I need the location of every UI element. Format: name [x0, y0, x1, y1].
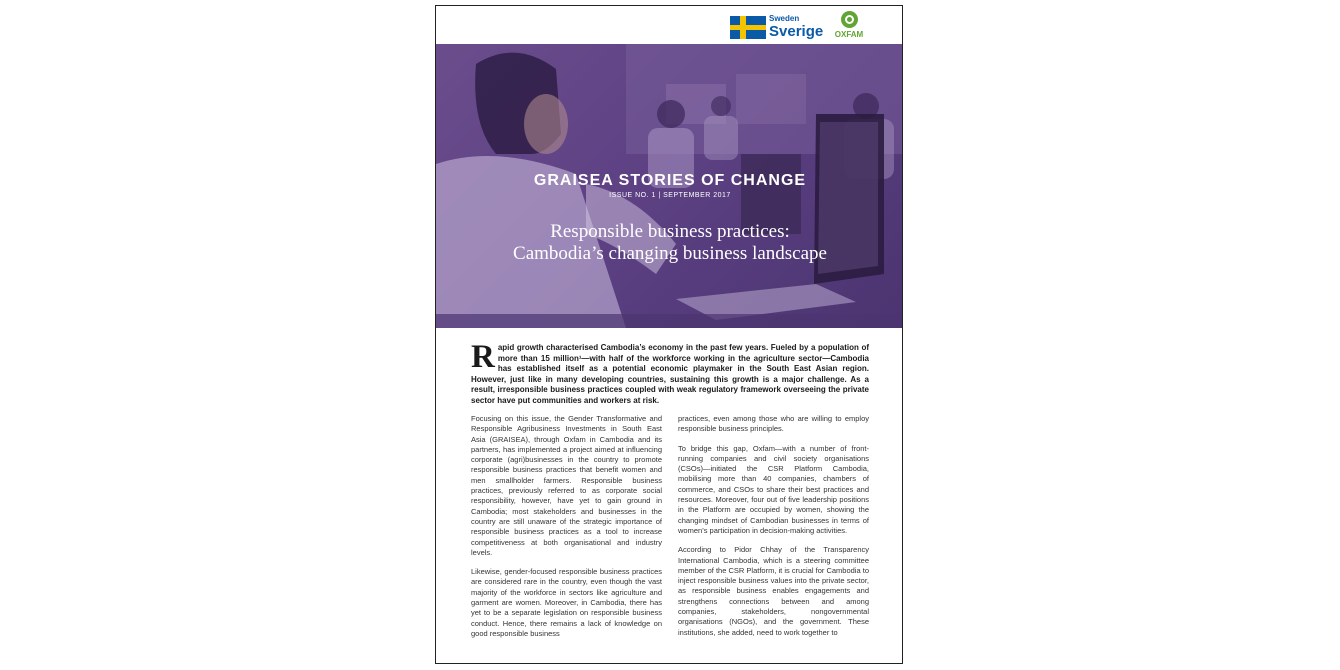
headline-line-1: Responsible business practices: [550, 221, 790, 242]
body-paragraph: According to Pidor Chhay of the Transparency International Cambodia, which is a steering committee member of the CSR Platform, it is crucial for Cambodia to inject responsible business values into the private sector, as responsible business enables engagements and strengthens connections between and among companies, stakeholders, nongovernmental organisations (NGOs), and the government. These institutions, she added, need to work together to [678, 545, 869, 637]
sweden-logo [730, 15, 823, 39]
oxfam-logo-text: OXFAM [834, 30, 864, 39]
hero-banner [436, 44, 903, 328]
sweden-logo-small-text: Sweden [769, 14, 800, 23]
headline-line-2: Cambodia’s changing business landscape [513, 243, 827, 264]
oxfam-emblem-icon [841, 11, 858, 28]
sweden-logo-big-text: Sverige [769, 23, 824, 40]
document-page [435, 5, 903, 664]
headline [436, 221, 903, 265]
body-paragraph: practices, even among those who are willing to employ responsible business principles. [678, 414, 869, 434]
issue-line: ISSUE NO. 1 | SEPTEMBER 2017 [609, 192, 731, 199]
oxfam-logo [834, 11, 864, 39]
lead-paragraph [471, 339, 869, 406]
lead-text: apid growth characterised Cambodia’s economy in the past few years. Fueled by a population of more than 15 million¹—with half of the workforce working in the agriculture sector—Cambodia has established itself as a potential economic playmaker in the South East Asian region. However, just like in many developing countries, sustaining this growth is a major challenge. As a result, irresponsible business practices coupled with weak regulatory framework overseeing the private sector have put communities and workers at risk. [471, 343, 869, 405]
body-column-1 [471, 414, 662, 648]
drop-cap: R [471, 339, 495, 375]
body-paragraph: To bridge this gap, Oxfam—with a number of front-running companies and civil society organisations (CSOs)—initiated the CSR Platform Cambodia, mobilising more than 40 companies, chambers of commerce, and CSOs to share their best practices and resources. Moreover, four out of five leadership positions in the Platform are occupied by women, showing the changing mindset of Cambodian businesses in terms of women’s participation in decision-making activities. [678, 443, 869, 535]
series-title: GRAISEA STORIES OF CHANGE [533, 172, 807, 189]
sweden-flag-icon [730, 16, 766, 39]
body-paragraph: Likewise, gender-focused responsible business practices are considered rare in the country, even though the vast majority of the workforce in sectors like agriculture and garment are women. Moreover, in Cambodia, there has yet to be a separate legislation on responsible business conduct. Hence, there remains a lack of knowledge on good responsible business [471, 567, 662, 638]
hero-title-block [436, 172, 903, 265]
body-paragraph: Focusing on this issue, the Gender Transformative and Responsible Agribusiness Investments in South East Asia (GRAISEA), through Oxfam in Cambodia and its partners, has implemented a project aimed at influencing corporate (agri)businesses in the country to promote responsible business practices that benefit women and men smallholder farmers. Responsible business practices, previously referred to as corporate social responsibility, however, have yet to gain ground in Cambodia; most stakeholders and businesses in the country are still unaware of the strategic importance of responsible business practices as a tool to increase competitiveness at both organisational and industry levels. [471, 414, 662, 557]
logo-bar [436, 6, 902, 44]
body-column-2 [678, 414, 869, 647]
